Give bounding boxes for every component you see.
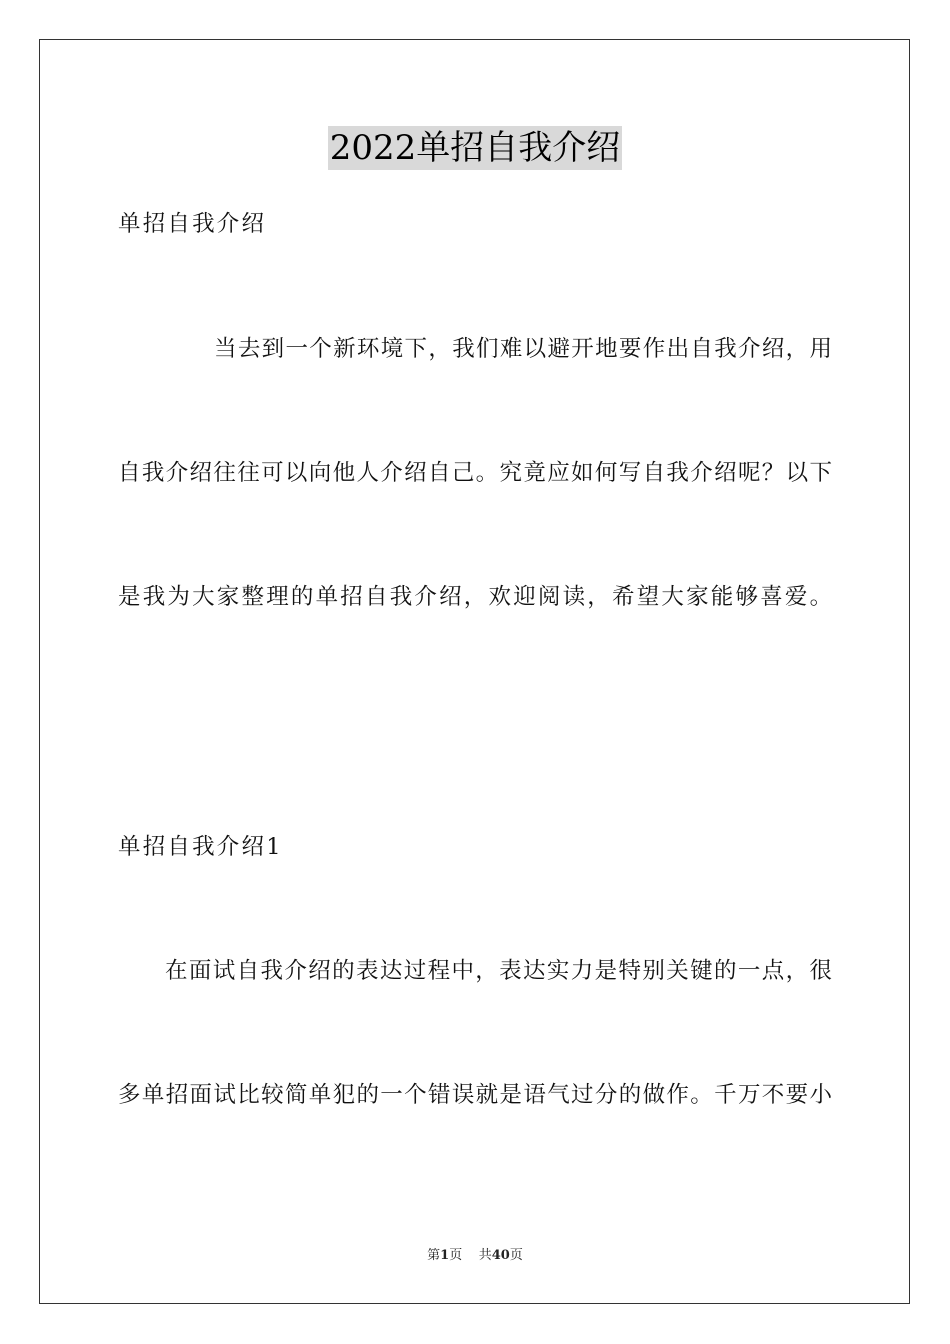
footer-total-suffix: 页 <box>509 1248 523 1263</box>
paragraph-2-line-1: 在面试自我介绍的表达过程中，表达实力是特别关键的一点，很 <box>165 958 832 984</box>
section-1-heading: 单招自我介绍1 <box>118 834 283 860</box>
footer-page-number: 1 <box>440 1248 450 1263</box>
document-subtitle: 单招自我介绍 <box>118 211 267 237</box>
document-title: 2022单招自我介绍 <box>329 128 621 168</box>
paragraph-1-line-3: 是我为大家整理的单招自我介绍，欢迎阅读，希望大家能够喜爱。 <box>118 584 835 610</box>
paragraph-2-line-2: 多单招面试比较简单犯的一个错误就是语气过分的做作。千万不要小 <box>118 1082 832 1108</box>
footer-total-pages: 40 <box>491 1248 510 1263</box>
footer-page-suffix: 页 <box>449 1248 463 1263</box>
title-container <box>0 126 950 170</box>
footer-total-prefix: 共 <box>478 1248 492 1263</box>
paragraph-1-line-2: 自我介绍往往可以向他人介绍自己。究竟应如何写自我介绍呢？以下 <box>118 460 832 486</box>
page-footer <box>0 1247 950 1265</box>
footer-page-prefix: 第 <box>427 1248 441 1263</box>
paragraph-1-line-1: 当去到一个新环境下，我们难以避开地要作出自我介绍，用 <box>214 336 832 362</box>
